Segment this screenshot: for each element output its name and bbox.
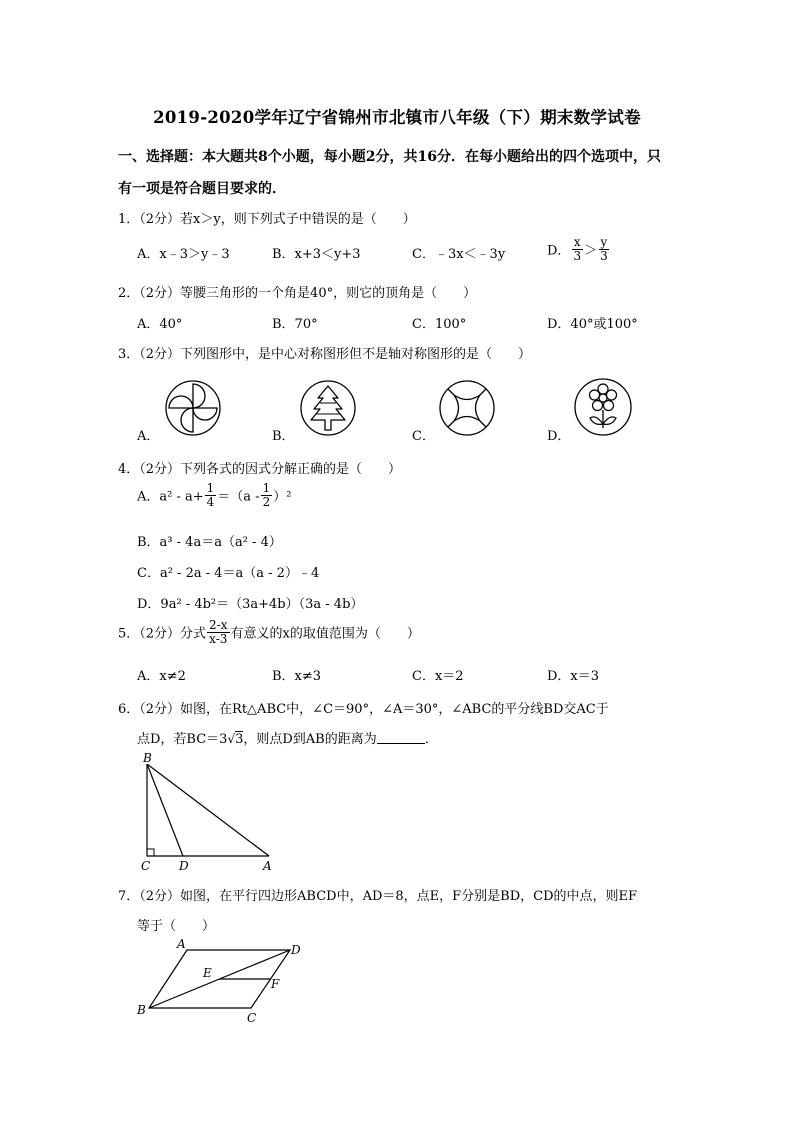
q5-stem [118,619,420,645]
q1-d-den1: 3 [573,248,582,263]
q1-d-den2: 3 [600,248,608,263]
q5-den: x-3 [209,631,228,646]
q1-option-c: C．﹣3x＜﹣3y [412,247,506,262]
q1-d-fraction-2 [598,236,610,262]
q1-d-num2: y [600,235,608,249]
q1-option-d [547,236,611,262]
q1-option-b: B．x+3＜y+3 [272,247,361,262]
q6-line2-end: ． [424,732,438,747]
q6-line2-pre: 点D，若BC＝3 [137,732,228,747]
q7-label-e: E [203,966,212,980]
q6-triangle-figure [135,752,285,874]
q5-fraction [207,619,229,645]
q2-option-b: B．70° [272,317,318,332]
q2-option-d: D．40°或100° [547,317,638,332]
q4-a-mid: ＝（a - [217,489,260,505]
flower-circle-icon [572,376,634,438]
q7-parallelogram-figure [135,936,310,1051]
q4-a-num2: 1 [262,481,271,495]
q4-option-a [137,482,291,508]
q5-stem-post: 有意义的x的取值范围为（ ） [230,626,420,642]
q4-option-d: D．9a² - 4b²＝（3a+4b）（3a - 4b） [137,597,364,612]
q6-sqrt-value: 3 [235,732,244,747]
q3-option-c: C． [412,429,435,444]
q1-stem: 1．（2分）若x＞y，则下列式子中错误的是（ ） [118,212,416,227]
q2-option-a: A．40° [137,317,183,332]
q4-stem: 4．（2分）下列各式的因式分解正确的是（ ） [118,462,402,477]
q1-option-a: A．x﹣3＞y﹣3 [137,247,230,262]
q3-option-a: A． [137,429,160,444]
q6-label-d: D [179,859,189,873]
q6-answer-blank [377,742,425,744]
curved-square-circle-icon [437,378,497,438]
q7-stem-line1: 7．（2分）如图，在平行四边形ABCD中，AD＝8，点E，F分别是BD，CD的中点，则EF [118,889,638,904]
q6-label-b: B [143,752,152,765]
q2-option-c: C．100° [412,317,467,332]
q7-stem-line2: 等于（ ） [137,919,216,934]
q4-a-den2: 2 [262,494,271,509]
q4-option-c: C．a² - 2a - 4＝a（a - 2）﹣4 [137,566,320,581]
q6-stem-line1: 6．（2分）如图，在Rt△ABC中，∠C＝90°，∠A＝30°，∠ABC的平分线BD交AC于 [118,702,609,717]
q5-option-c: C．x＝2 [412,669,464,684]
q4-option-b: B．a³ - 4a＝a（a² - 4） [137,535,282,550]
q1-option-d-label: D． [547,243,571,259]
q7-label-a: A [177,937,186,951]
q1-d-fraction-1 [571,236,583,262]
section-heading-line1: 一、选择题：本大题共8个小题，每小题2分，共16分．在每小题给出的四个选项中，只 [118,149,661,165]
q4-a-num1: 1 [206,481,215,495]
q5-option-d: D．x＝3 [547,669,600,684]
section-heading-line2: 有一项是符合题目要求的． [118,181,286,197]
q4-a-pre: A．a² - a+ [137,489,204,505]
q4-a-den1: 4 [206,494,215,509]
q2-stem: 2．（2分）等腰三角形的一个角是40°，则它的顶角是（ ） [118,286,477,301]
q6-label-a: A [263,859,272,873]
q7-label-c: C [247,1011,257,1025]
q6-line2-post: ，则点D到AB的距离为 [243,732,377,747]
q1-d-operator: ＞ [584,243,598,259]
pinwheel-circle-icon [163,378,223,438]
q7-label-f: F [271,977,280,991]
q5-num: 2-x [209,618,228,632]
q3-option-b: B． [272,429,295,444]
q6-stem-line2: 点D，若BC＝3√3，则点D到AB的距离为 ． [137,732,438,747]
q5-option-b: B．x≠3 [272,669,322,684]
q4-a-fraction-1 [205,482,217,508]
tree-circle-icon [298,378,358,438]
q1-d-num1: x [573,235,581,249]
q4-a-fraction-2 [261,482,273,508]
page-title: 2019-2020学年辽宁省锦州市北镇市八年级（下）期末数学试卷 [153,108,641,127]
q5-stem-pre: 5．（2分）分式 [118,626,207,642]
q7-label-b: B [137,1003,146,1017]
q4-a-post: ）² [273,489,292,505]
q3-option-d: D． [547,429,571,444]
q3-stem: 3．（2分）下列图形中，是中心对称图形但不是轴对称图形的是（ ） [118,347,532,362]
q6-label-c: C [141,859,151,873]
q7-label-d: D [291,943,301,957]
q5-option-a: A．x≠2 [137,669,186,684]
